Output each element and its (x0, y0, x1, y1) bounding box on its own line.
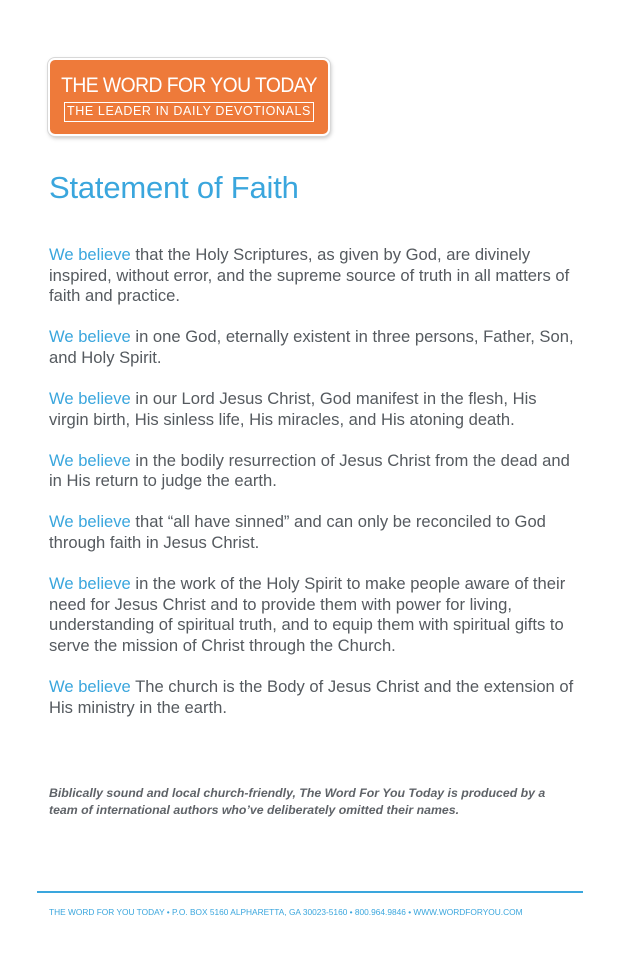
statement-lead: We believe (49, 327, 131, 347)
statement-resurrection (49, 451, 579, 492)
statement-text: that “all have sinned” and can only be reconciled to God through faith in Jesus Christ. (49, 512, 546, 552)
page-title: Statement of Faith (49, 170, 299, 205)
statement-text: that the Holy Scriptures, as given by God, are divinely inspired, without error, and the supreme source of truth in all matters of faith and practice. (49, 245, 570, 306)
statement-text: in one God, eternally existent in three persons, Father, Son, and Holy Spirit. (49, 327, 574, 367)
authorship-note: Biblically sound and local church-friendly, The Word For You Today is produced by a team of international authors who’ve deliberately omitted their names. (49, 786, 546, 817)
statement-scriptures (49, 245, 579, 307)
statement-lead: We believe (49, 450, 131, 470)
statement-text: in the work of the Holy Spirit to make people aware of their need for Jesus Christ and to provide them with power for living, understanding of spiritual truth, and to equip them with spiritual gifts to serve the mission of Christ through the Church. (49, 574, 566, 655)
statement-lead: We believe (49, 388, 131, 408)
statement-lead: We believe (49, 245, 131, 264)
logo-tagline: THE LEADER IN DAILY DEVOTIONALS (64, 102, 314, 122)
brand-logo (48, 58, 330, 136)
statement-text: in the bodily resurrection of Jesus Christ from the dead and in His return to judge the earth. (49, 450, 570, 491)
footer-divider (37, 891, 583, 893)
logo-title: THE WORD FOR YOU TODAY (61, 74, 317, 97)
statement-text: in our Lord Jesus Christ, God manifest in the flesh, His virgin birth, His sinless life, His miracles, and His atoning death. (49, 388, 537, 429)
footer-contact: THE WORD FOR YOU TODAY • P.O. BOX 5160 ALPHARETTA, GA 30023-5160 • 800.964.9846 • WWW.WORDFORYOU.COM (49, 907, 523, 917)
statement-text: The church is the Body of Jesus Christ and the extension of His ministry in the earth. (49, 676, 574, 717)
statement-church (49, 677, 579, 718)
statements-list (49, 245, 579, 739)
statement-lead: We believe (49, 512, 131, 532)
statement-jesus-christ (49, 389, 579, 430)
statement-lead: We believe (49, 574, 131, 594)
statement-lead: We believe (49, 676, 131, 696)
statement-salvation (49, 512, 579, 553)
statement-holy-spirit (49, 574, 579, 656)
statement-trinity (49, 327, 579, 368)
